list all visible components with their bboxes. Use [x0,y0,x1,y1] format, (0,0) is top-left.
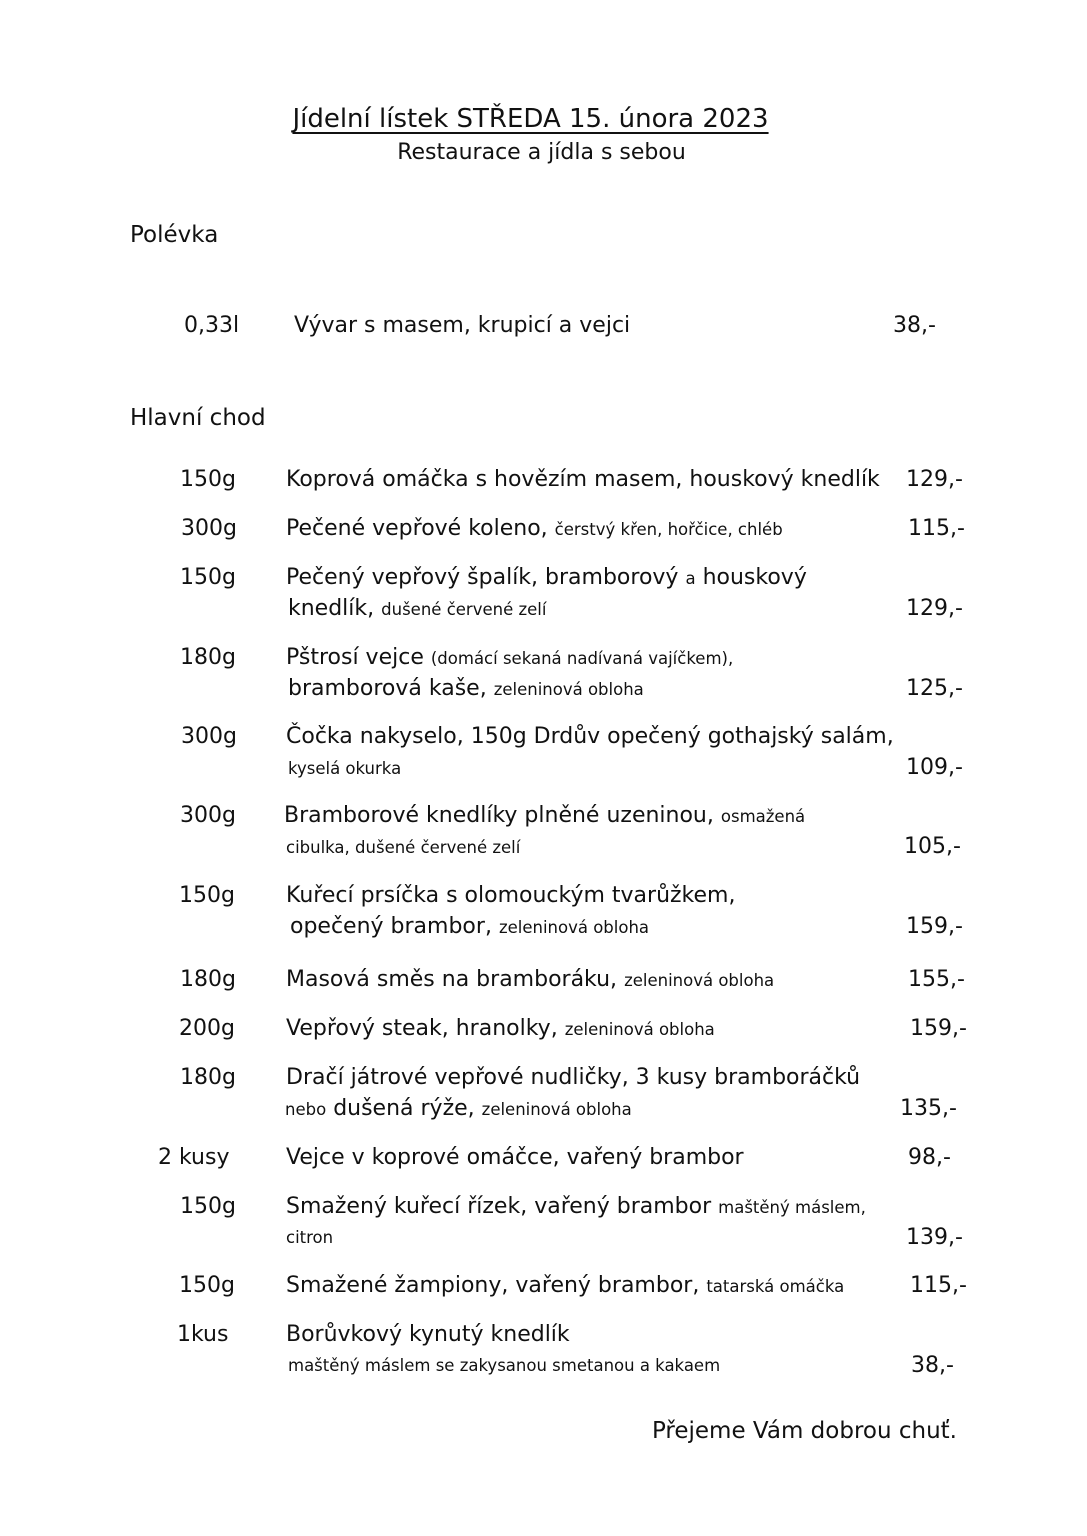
item-description-main: Bramborové knedlíky plněné uzeninou, [284,803,714,828]
item-quantity: 150g [180,467,236,492]
item-quantity: 150g [180,565,236,590]
item-description-main: Pečené vepřové koleno, [286,516,548,541]
item-description-main: Pštrosí vejce [286,645,424,670]
item-description-detail: dušené červené zelí [381,600,547,619]
item-description [286,516,783,541]
item-description-main: bramborová kaše, [288,676,487,701]
item-quantity: 180g [180,1065,236,1090]
item-description: Vejce v koprové omáčce, vařený brambor [286,1145,744,1170]
item-description [286,1273,844,1298]
item-quantity: 180g [180,967,236,992]
item-description: Čočka nakyselo, 150g Drdův opečený gothajský salám, [286,724,894,749]
item-description-detail: zeleninová obloha [498,918,650,937]
item-description-main: Smažený kuřecí řízek, vařený brambor [286,1194,712,1219]
item-price: 159,- [906,914,963,939]
item-description-line2 [288,596,546,621]
item-price: 38,- [911,1353,954,1378]
item-description-main: Smažené žampiony, vařený brambor, [286,1273,700,1298]
item-description [286,645,733,670]
item-price: 105,- [904,834,961,859]
item-description-detail: nebo [285,1100,327,1119]
item-description-line2 [285,1096,632,1121]
item-quantity: 300g [181,516,237,541]
item-quantity: 0,33l [184,313,240,338]
item-quantity: 180g [180,645,236,670]
page-title: Jídelní lístek STŘEDA 15. února 2023 [292,104,769,134]
item-price: 109,- [906,755,963,780]
item-quantity: 150g [179,883,235,908]
item-description-tail: houskový [702,565,807,590]
item-description: Vývar s masem, krupicí a vejci [294,313,631,338]
item-description-line2 [288,676,644,701]
item-description [286,1194,866,1219]
item-price: 155,- [908,967,965,992]
item-price: 129,- [906,596,963,621]
item-description-main: opečený brambor, [290,914,492,939]
item-description-main: dušená rýže, [333,1096,475,1121]
item-price: 129,- [906,467,963,492]
item-description [286,967,774,992]
item-description-detail: osmažená [720,807,806,826]
item-quantity: 300g [180,803,236,828]
item-quantity: 300g [181,724,237,749]
item-description-detail: zeleninová obloha [564,1020,715,1039]
item-description: Dračí játrové vepřové nudličky, 3 kusy bramboráčků [286,1065,861,1090]
item-quantity: 2 kusy [158,1145,230,1170]
item-description: Kuřecí prsíčka s olomouckým tvarůžkem, [286,883,736,908]
item-description-detail: maštěný máslem, [718,1198,866,1217]
item-quantity: 150g [179,1273,235,1298]
item-price: 139,- [906,1225,963,1250]
closing-greeting: Přejeme Vám dobrou chuť. [651,1418,957,1444]
item-description [286,1016,715,1041]
section-heading-main-course: Hlavní chod [130,405,266,431]
item-quantity: 200g [179,1016,235,1041]
item-description-main: Pečený vepřový špalík, bramborový [286,565,679,590]
item-description-detail: čerstvý křen, hořčice, chléb [554,520,783,539]
item-description-detail: tatarská omáčka [706,1277,845,1296]
item-description-conjunction: a [685,569,696,588]
item-description-detail: maštěný máslem se zakysanou smetanou a kakaem [288,1356,721,1375]
item-description: Koprová omáčka s hovězím masem, houskový knedlík [286,467,880,492]
item-description-detail: kyselá okurka [288,759,402,778]
item-description-detail: (domácí sekaná nadívaná vajíčkem), [430,649,734,668]
item-description-detail: zeleninová obloha [481,1100,632,1119]
item-description-main: knedlík, [288,596,375,621]
item-description-detail: zeleninová obloha [624,971,775,990]
item-quantity: 150g [180,1194,236,1219]
item-price: 159,- [910,1016,967,1041]
item-price: 125,- [906,676,963,701]
item-quantity: 1kus [177,1322,229,1347]
item-description: Borůvkový kynutý knedlík [286,1322,570,1347]
section-heading-soup: Polévka [130,222,219,248]
item-description-detail: zeleninová obloha [493,680,644,699]
item-price: 135,- [900,1096,957,1121]
item-description-main: Masová směs na bramboráku, [286,967,618,992]
item-description [284,803,805,828]
item-price: 115,- [908,516,965,541]
page-subtitle: Restaurace a jídla s sebou [397,140,686,165]
item-description [286,565,807,590]
item-description-main: Vepřový steak, hranolky, [286,1016,558,1041]
item-description-detail: cibulka, dušené červené zelí [286,838,521,857]
item-description-detail: citron [286,1228,334,1247]
item-description-line2 [290,914,649,939]
item-price: 98,- [908,1145,951,1170]
item-price: 38,- [893,313,936,338]
item-price: 115,- [910,1273,967,1298]
